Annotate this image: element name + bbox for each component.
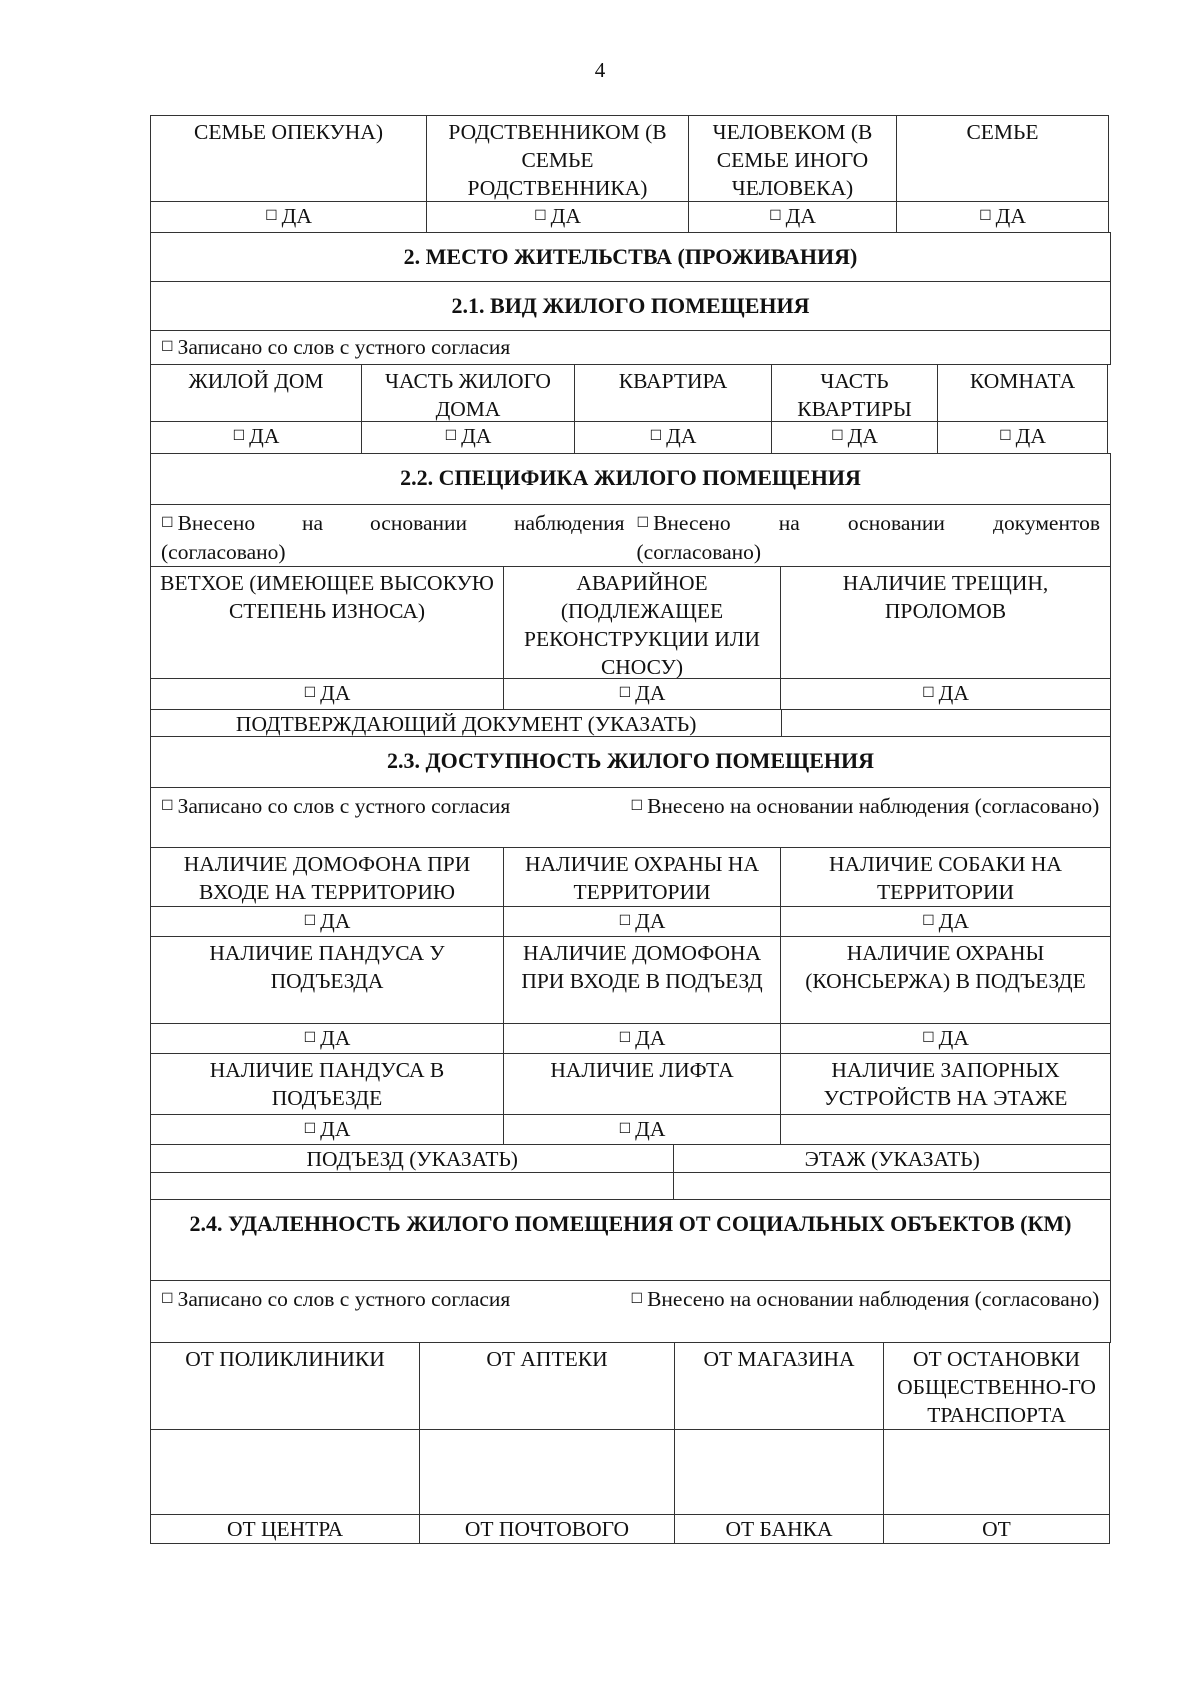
checkbox-icon: ☐ (534, 209, 547, 224)
note-left-checkbox[interactable]: ☐ Внесено на основании наблюдения (согласовано) (161, 511, 625, 564)
top-table-header-row (150, 115, 1111, 201)
section23-da-row3 (150, 1114, 1111, 1144)
header-cell: НАЛИЧИЕ ЛИФТА (503, 1053, 781, 1115)
section22-header-row (150, 566, 1111, 678)
header-cell: НАЛИЧИЕ ОХРАНЫ НА ТЕРРИТОРИИ (503, 847, 781, 907)
checkbox-icon: ☐ (618, 1031, 632, 1046)
header-cell: ОТ ПОЛИКЛИНИКИ (150, 1342, 420, 1430)
document-label: ПОДТВЕРЖДАЮЩИЙ ДОКУМЕНТ (УКАЗАТЬ) (150, 709, 782, 737)
header-cell: ОТ ОСТАНОВКИ ОБЩЕСТВЕННО-ГО ТРАНСПОРТА (883, 1342, 1110, 1430)
header-cell: СЕМЬЕ (896, 115, 1109, 202)
header-cell: АВАРИЙНОЕ (ПОДЛЕЖАЩЕЕ РЕКОНСТРУКЦИИ ИЛИ СНОСУ) (503, 566, 781, 679)
header-cell: НАЛИЧИЕ ДОМОФОНА ПРИ ВХОДЕ НА ТЕРРИТОРИЮ (150, 847, 504, 907)
header-cell: НАЛИЧИЕ ПАНДУСА У ПОДЪЕЗДА (150, 936, 504, 1024)
floor-field[interactable] (673, 1172, 1111, 1200)
da-checkbox[interactable]: ☐ ДА (780, 678, 1111, 710)
checkbox-icon: ☐ (922, 686, 935, 701)
checkbox-icon: ☐ (999, 429, 1012, 444)
header-cell: НАЛИЧИЕ ТРЕЩИН, ПРОЛОМОВ (780, 566, 1111, 679)
empty-cell (780, 1114, 1111, 1145)
section23-row2 (150, 936, 1111, 1023)
note-right-checkbox[interactable]: ☐ Внесено на основании наблюдения (согласовано) (630, 1287, 1100, 1311)
note-right-checkbox[interactable]: ☐ Внесено на основании наблюдения (согласовано) (630, 794, 1100, 818)
form-table (150, 115, 1111, 1543)
da-checkbox[interactable]: ☐ ДА (780, 1023, 1111, 1054)
section22-da-row (150, 678, 1111, 709)
da-checkbox[interactable]: ☐ ДА (688, 201, 897, 233)
checkbox-icon: ☐ (161, 1292, 174, 1307)
da-checkbox[interactable]: ☐ ДА (771, 421, 938, 454)
checkbox-icon: ☐ (232, 429, 246, 444)
checkbox-icon: ☐ (922, 914, 935, 929)
header-cell: ОТ ЦЕНТРА (150, 1514, 420, 1544)
header-cell: ОТ ПОЧТОВОГО (419, 1514, 675, 1544)
section-title: 2.2. СПЕЦИФИКА ЖИЛОГО ПОМЕЩЕНИЯ (150, 453, 1111, 505)
header-cell: НАЛИЧИЕ СОБАКИ НА ТЕРРИТОРИИ (780, 847, 1111, 907)
note-right-checkbox[interactable]: ☐ Внесено на основании документов (согласовано) (636, 511, 1100, 564)
da-checkbox[interactable]: ☐ ДА (150, 421, 362, 454)
entrance-label: ПОДЪЕЗД (УКАЗАТЬ) (150, 1144, 674, 1173)
section24-value-row1 (150, 1429, 1111, 1514)
value-field[interactable] (150, 1429, 420, 1515)
da-checkbox[interactable]: ☐ ДА (150, 906, 504, 937)
da-checkbox[interactable]: ☐ ДА (780, 906, 1111, 937)
header-cell: КОМНАТА (937, 364, 1108, 422)
da-checkbox[interactable]: ☐ ДА (426, 201, 689, 233)
header-cell: ОТ АПТЕКИ (419, 1342, 675, 1430)
note-row (150, 1280, 1111, 1343)
value-field[interactable] (674, 1429, 884, 1515)
da-checkbox[interactable]: ☐ ДА (896, 201, 1109, 233)
da-checkbox[interactable]: ☐ ДА (503, 1023, 781, 1054)
da-checkbox[interactable]: ☐ ДА (150, 201, 427, 233)
da-checkbox[interactable]: ☐ ДА (150, 678, 504, 710)
header-cell: ОТ (883, 1514, 1110, 1544)
header-cell: ВЕТХОЕ (ИМЕЮЩЕЕ ВЫСОКУЮ СТЕПЕНЬ ИЗНОСА) (150, 566, 504, 679)
checkbox-icon: ☐ (636, 516, 650, 531)
checkbox-icon: ☐ (979, 209, 992, 224)
da-checkbox[interactable]: ☐ ДА (503, 1114, 781, 1145)
checkbox-icon: ☐ (161, 799, 174, 814)
note-left-checkbox[interactable]: ☐ Записано со слов с устного согласия (161, 794, 511, 818)
checkbox-icon: ☐ (161, 340, 174, 355)
floor-label: ЭТАЖ (УКАЗАТЬ) (673, 1144, 1111, 1173)
checkbox-icon: ☐ (303, 1122, 317, 1137)
header-cell: ЧАСТЬ ЖИЛОГО ДОМА (361, 364, 575, 422)
header-cell: НАЛИЧИЕ ПАНДУСА В ПОДЪЕЗДЕ (150, 1053, 504, 1115)
checkbox-icon: ☐ (265, 209, 278, 224)
checkbox-icon: ☐ (630, 799, 644, 814)
checkbox-icon: ☐ (618, 1122, 632, 1137)
section23-da-row1 (150, 906, 1111, 936)
checkbox-icon: ☐ (922, 1031, 935, 1046)
checkbox-icon: ☐ (831, 429, 844, 444)
da-checkbox[interactable]: ☐ ДА (937, 421, 1108, 454)
entrance-field[interactable] (150, 1172, 674, 1200)
checkbox-icon: ☐ (303, 914, 317, 929)
da-checkbox[interactable]: ☐ ДА (150, 1114, 504, 1145)
header-cell: НАЛИЧИЕ ЗАПОРНЫХ УСТРОЙСТВ НА ЭТАЖЕ (780, 1053, 1111, 1115)
note-left-checkbox[interactable]: ☐ Записано со слов с устного согласия (161, 1287, 511, 1311)
checkbox-icon: ☐ (303, 686, 317, 701)
section24-header-row1 (150, 1342, 1111, 1429)
header-cell: ЖИЛОЙ ДОМ (150, 364, 362, 422)
page-number: 4 (594, 58, 606, 82)
section21-da-row (150, 421, 1111, 453)
document-field[interactable] (781, 709, 1111, 737)
da-checkbox[interactable]: ☐ ДА (503, 906, 781, 937)
header-cell: ЧАСТЬ КВАРТИРЫ (771, 364, 938, 422)
header-cell: НАЛИЧИЕ ОХРАНЫ (КОНСЬЕРЖА) В ПОДЪЕЗДЕ (780, 936, 1111, 1024)
value-field[interactable] (883, 1429, 1110, 1515)
top-table-da-row (150, 201, 1111, 232)
section-title: 2.4. УДАЛЕННОСТЬ ЖИЛОГО ПОМЕЩЕНИЯ ОТ СОЦИАЛЬНЫХ ОБЪЕКТОВ (КМ) (150, 1199, 1111, 1281)
header-cell: КВАРТИРА (574, 364, 772, 422)
header-cell: ЧЕЛОВЕКОМ (В СЕМЬЕ ИНОГО ЧЕЛОВЕКА) (688, 115, 897, 202)
section23-da-row2 (150, 1023, 1111, 1053)
note-row (150, 787, 1111, 848)
checkbox-icon: ☐ (618, 914, 632, 929)
section21-header-row (150, 364, 1111, 421)
checkbox-icon: ☐ (444, 429, 458, 444)
header-cell: ОТ МАГАЗИНА (674, 1342, 884, 1430)
section23-row3 (150, 1053, 1111, 1114)
da-checkbox[interactable]: ☐ ДА (503, 678, 781, 710)
value-field[interactable] (419, 1429, 675, 1515)
section23-row1 (150, 847, 1111, 906)
checkbox-icon: ☐ (649, 429, 663, 444)
checkbox-icon: ☐ (303, 1031, 317, 1046)
checkbox-icon: ☐ (618, 686, 632, 701)
checkbox-icon: ☐ (630, 1292, 644, 1307)
da-checkbox[interactable]: ☐ ДА (150, 1023, 504, 1054)
section24-header-row2 (150, 1514, 1111, 1543)
checkbox-icon: ☐ (161, 516, 174, 531)
header-cell: СЕМЬЕ ОПЕКУНА) (150, 115, 427, 202)
header-cell: ОТ БАНКА (674, 1514, 884, 1544)
section-title: 2. МЕСТО ЖИТЕЛЬСТВА (ПРОЖИВАНИЯ) (150, 232, 1111, 282)
da-checkbox[interactable]: ☐ ДА (361, 421, 575, 454)
section-title: 2.3. ДОСТУПНОСТЬ ЖИЛОГО ПОМЕЩЕНИЯ (150, 736, 1111, 788)
header-cell: НАЛИЧИЕ ДОМОФОНА ПРИ ВХОДЕ В ПОДЪЕЗД (503, 936, 781, 1024)
note-row (150, 504, 1111, 567)
section-title: 2.1. ВИД ЖИЛОГО ПОМЕЩЕНИЯ (150, 281, 1111, 331)
da-checkbox[interactable]: ☐ ДА (574, 421, 772, 454)
header-cell: РОДСТВЕННИКОМ (В СЕМЬЕ РОДСТВЕННИКА) (426, 115, 689, 202)
checkbox-icon: ☐ (769, 209, 782, 224)
note-checkbox[interactable]: ☐ Записано со слов с устного согласия (150, 330, 1111, 365)
